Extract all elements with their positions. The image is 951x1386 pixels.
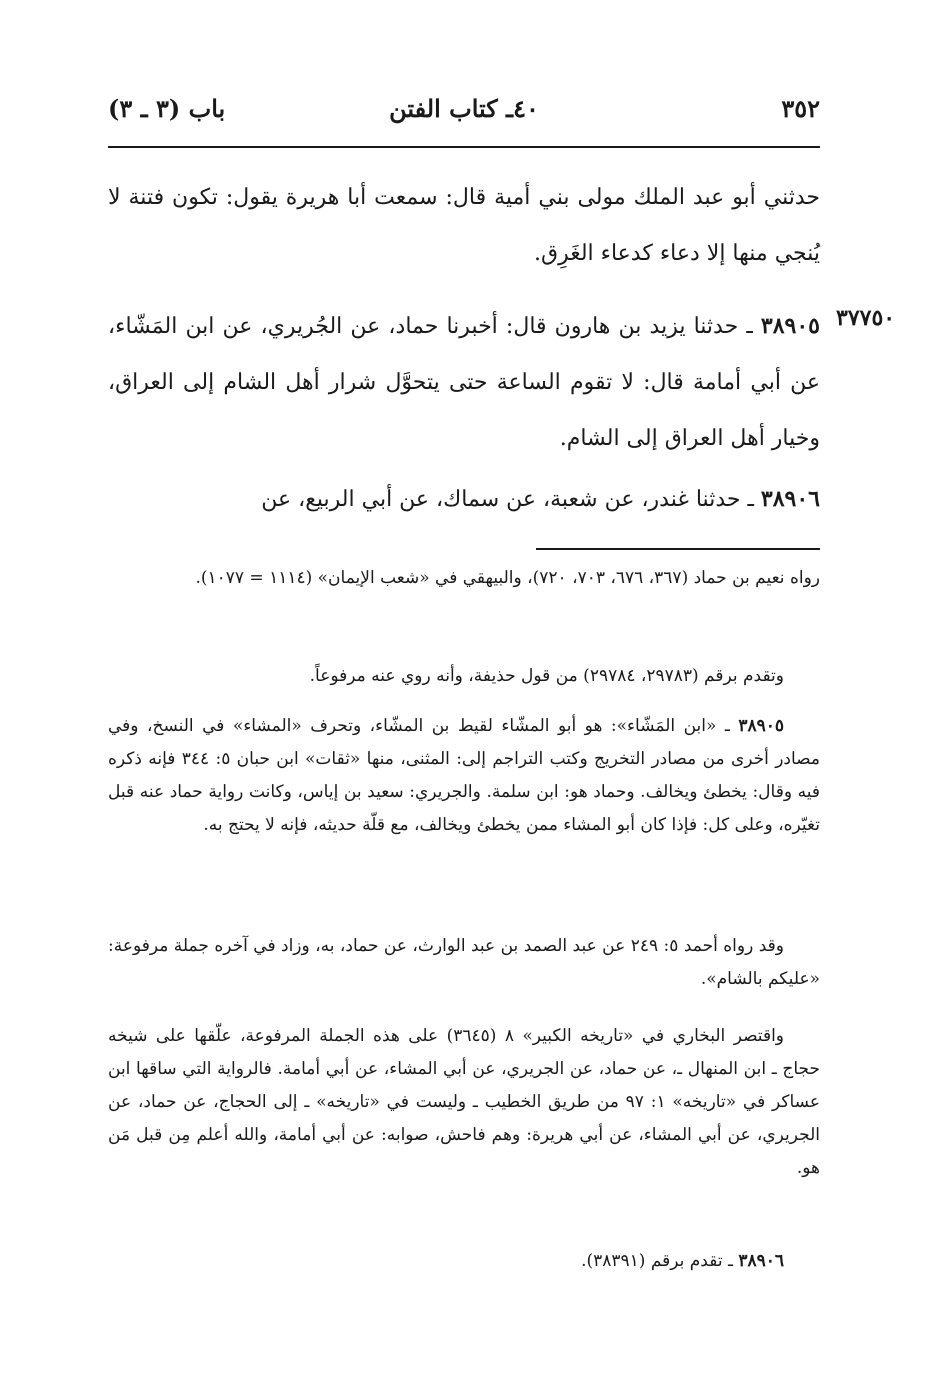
footnote-number: ٣٨٩٠٦ <box>738 1251 784 1271</box>
hadith-number: ٣٨٩٠٥ <box>760 313 820 339</box>
footnote-1: رواه نعيم بن حماد (٣٦٧، ٦٧٦، ٧٠٣، ٧٢٠)، والبيهقي في «شعب الإيمان» (١١١٤ = ١٠٧٧). <box>195 568 820 588</box>
section-label: باب (٣ ـ ٣) <box>108 94 226 123</box>
page-header <box>108 90 820 130</box>
main-paragraph-1: حدثني أبو عبد الملك مولى بني أمية قال: سمعت أبا هريرة يقول: تكون فتنة لا يُنجي منها إلا دعاء كدعاء الغَرِق. <box>108 185 820 266</box>
header-rule <box>108 146 820 148</box>
footnote-38906 <box>108 1245 820 1278</box>
hadith-text: ـ حدثنا غندر، عن شعبة، عن سماك، عن أبي الربيع، عن <box>261 487 761 512</box>
footnote-number: ٣٨٩٠٥ <box>738 716 784 736</box>
page-number: ٣٥٢ <box>781 94 820 123</box>
footnote-2: وتقدم برقم (٢٩٧٨٣، ٢٩٧٨٤) من قول حذيفة، وأنه روي عنه مرفوعاً. <box>309 666 784 686</box>
margin-number: ٣٧٧٥٠ <box>836 305 896 331</box>
hadith-38906 <box>108 471 820 528</box>
hadith-number: ٣٨٩٠٦ <box>760 486 820 512</box>
footnote-text: ـ تقدم برقم (٣٨٣٩١). <box>581 1251 739 1271</box>
chapter-title: ٤٠ـ كتاب الفتن <box>389 94 539 123</box>
hadith-text: ـ حدثنا يزيد بن هارون قال: أخبرنا حماد، عن الجُريري، عن ابن المَشّاء، عن أبي أمامة قال: لا تقوم الساعة حتى يتحوَّل شرار أهل الشام إلى العراق، وخيار أهل العراق إلى الشام. <box>108 314 820 451</box>
footnote-text: ـ «ابن المَشّاء»: هو أبو المشّاء لقيط بن المشّاء، وتحرف «المشاء» في النسخ، وفي مصادر أخرى من مصادر التخريج وكتب التراجم إلى: المثنى، منها «ثقات» ابن حبان ٥: ٣٤٤ فإنه ذكره فيه وقال: يخطئ ويخالف. وحماد هو: ابن سلمة. والجريري: سعيد بن إياس، وكانت رواية حماد عنه قبل تغيّره، وعلى كل: فإذا كان أبو المشاء ممن يخطئ ويخالف، مع قلّة حديثه، فإنه لا يحتج به. <box>108 716 820 835</box>
footnote-5: واقتصر البخاري في «تاريخه الكبير» ٨ (٣٦٤٥) على هذه الجملة المرفوعة، علّقها على شيخه حجاج ـ ابن المنهال ـ، عن حماد، عن الجريري، عن أبي المشاء، عن أبي أمامة. فالرواية التي ساقها ابن عساكر في «تاريخه» ١: ٩٧ من طريق الخطيب ـ وليست في «تاريخه» ـ إلى الحجاج، عن حماد، عن الجريري، عن أبي المشاء، عن أبي هريرة: وهم فاحش، صوابه: عن أبي أمامة، والله أعلم مِن قبل مَن هو. <box>108 1026 820 1178</box>
footnote-4: وقد رواه أحمد ٥: ٢٤٩ عن عبد الصمد بن عبد الوارث، عن حماد، به، وزاد في آخره جملة مرفوعة: «عليكم بالشام». <box>108 936 820 989</box>
footnote-separator <box>536 548 820 550</box>
hadith-38905 <box>108 298 820 467</box>
footnote-38905 <box>108 710 820 842</box>
